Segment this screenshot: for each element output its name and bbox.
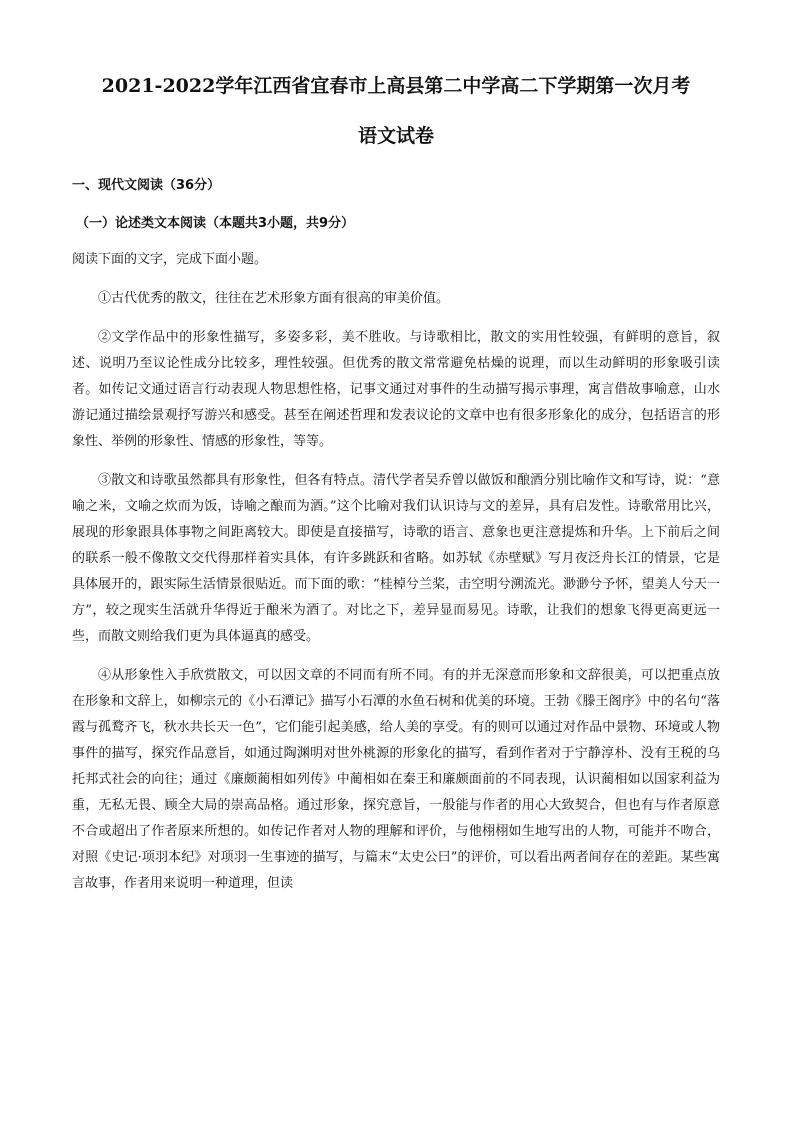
section-heading-modern-reading: 一、现代文阅读（36分） xyxy=(72,178,221,193)
passage-paragraph-1: ①古代优秀的散文，往往在艺术形象方面有很高的审美价值。 xyxy=(98,291,450,306)
exam-title-line-1: 2021-2022学年江西省宜春市上高县第二中学高二下学期第一次月考 xyxy=(101,75,691,97)
exam-title-line-2: 语文试卷 xyxy=(357,125,434,147)
passage-paragraph-3: ③散文和诗歌虽然都具有形象性，但各有特点。清代学者吴乔曾以做饭和酿酒分别比喻作文和写诗，说：“意喻之米，文喻之炊而为饭，诗喻之酿而为酒。”这个比喻对我们认识诗与文的差异，具有启发性。诗歌常用比兴，展现的形象跟具体事物之间距离较大。即使是直接描写，诗歌的语言、意象也更注意提炼和升华。上下前后之间的联系一般不像散文交代得那样着实具体，有许多跳跃和省略。如苏轼《赤壁赋》写月夜泛舟长江的情景，它是具体展开的，跟实际生活情景很贴近。而下面的歌：“桂棹兮兰桨，击空明兮溯流光。渺渺兮予怀，望美人兮天一方”，较之现实生活就升华得近于酿米为酒了。对比之下，差异显而易见。诗歌，让我们的想象飞得更高更远一些，而散文则给我们更为具体逼真的感受。 xyxy=(72,473,720,644)
passage-paragraph-2: ②文学作品中的形象性描写，多姿多彩，美不胜收。与诗歌相比，散文的实用性较强，有鲜明的意旨，叙述、说明乃至议论性成分比较多，理性较强。但优秀的散文常常避免枯燥的说理，而以生动鲜明的形象吸引读者。如传记文通过语言行动表现人物思想性格，记事文通过对事件的生动描写揭示事理，寓言借故事喻意，山水游记通过描绘景观抒写游兴和感受。甚至在阐述哲理和发表议论的文章中也有很多形象化的成分，包括语言的形象性、举例的形象性、情感的形象性，等等。 xyxy=(72,330,720,449)
subsection-heading-argumentative-reading: （一）论述类文本阅读（本题共3小题，共9分） xyxy=(76,216,355,231)
reading-instruction: 阅读下面的文字，完成下面小题。 xyxy=(72,252,268,267)
passage-paragraph-4: ④从形象性入手欣赏散文，可以因文章的不同而有所不同。有的并无深意而形象和文辞很美，可以把重点放在形象和文辞上，如柳宗元的《小石潭记》描写小石潭的水鱼石树和优美的环境。王勃《滕王阁序》中的名句“落霞与孤鹜齐飞，秋水共长天一色”，它们能引起美感，给人美的享受。有的则可以通过对作品中景物、环境或人物事件的描写，探究作品意旨，如通过陶渊明对世外桃源的形象化的描写，看到作者对于宁静淳朴、没有王税的乌托邦式社会的向往；通过《廉颇蔺相如列传》中蔺相如在秦王和廉颇面前的不同表现，认识蔺相如以国家利益为重，无私无畏、顾全大局的崇高品格。通过形象，探究意旨，一般能与作者的用心大致契合，但也有与作者原意不合或超出了作者原来所想的。如传记作者对人物的理解和评价，与他栩栩如生地写出的人物，可能并不吻合，对照《史记·项羽本纪》对项羽一生事迹的描写，与篇末“太史公曰”的评价，可以看出两者间存在的差距。某些寓言故事，作者用来说明一种道理，但读 xyxy=(72,668,720,891)
